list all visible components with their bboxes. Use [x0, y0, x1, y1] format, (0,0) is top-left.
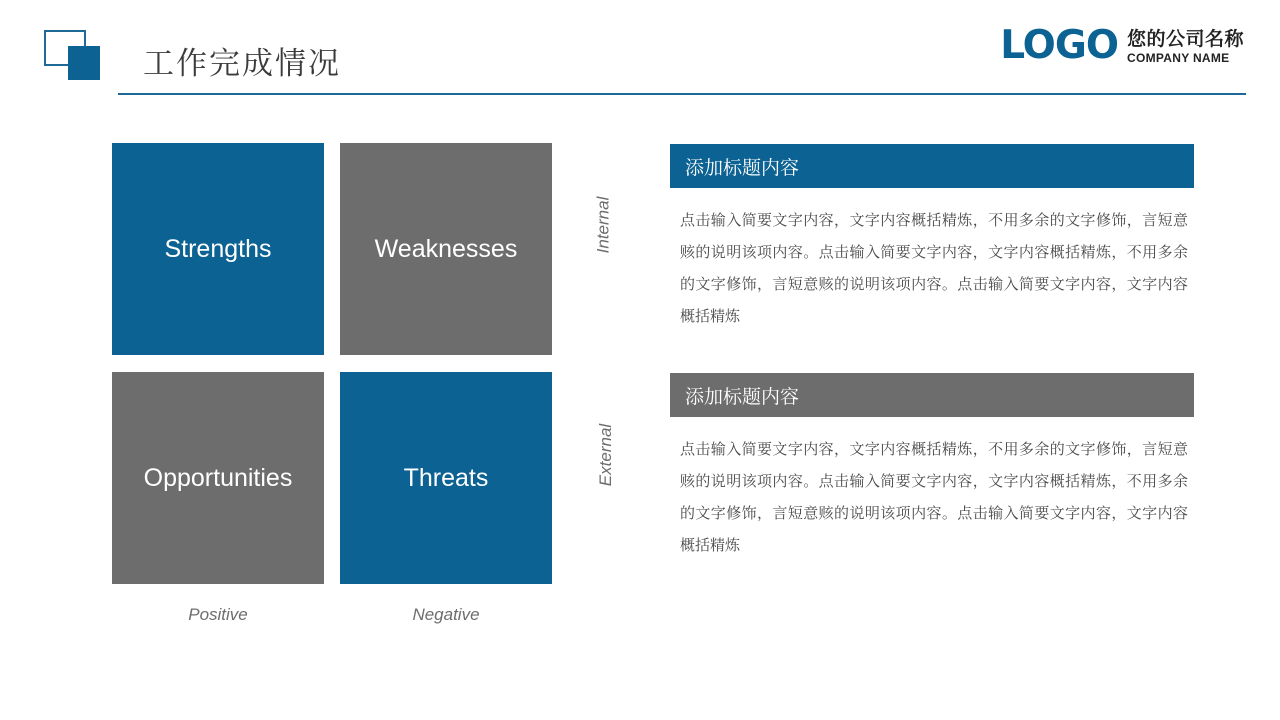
axis-label-negative: Negative [412, 605, 480, 624]
panel-2-body: 点击输入简要文字内容，文字内容概括精炼，不用多余的文字修饰，言短意赅的说明该项内容。点击输入简要文字内容，文字内容概括精炼，不用多余的文字修饰，言短意赅的说明该项内容。点击输入简要文字内容，文字内容概括精炼 [680, 440, 1188, 554]
company-name-block [1127, 26, 1244, 66]
swot-cell-label: Weaknesses [374, 234, 518, 263]
content-panel-2 [670, 373, 1194, 561]
axis-label-positive: Positive [188, 605, 248, 624]
swot-cell-weaknesses[interactable] [340, 143, 552, 355]
swot-matrix [112, 143, 552, 584]
panel-1-body: 点击输入简要文字内容，文字内容概括精炼，不用多余的文字修饰，言短意赅的说明该项内容。点击输入简要文字内容，文字内容概括精炼，不用多余的文字修饰，言短意赅的说明该项内容。点击输入简要文字内容，文字内容概括精炼 [680, 211, 1188, 325]
swot-cell-opportunities[interactable] [112, 372, 324, 584]
panel-1-title[interactable]: 添加标题内容 [670, 144, 1194, 188]
swot-cell-threats[interactable] [340, 372, 552, 584]
axis-label-internal-text: Internal [593, 196, 613, 254]
page-title: 工作完成情况 [143, 46, 341, 82]
swot-cell-label: Threats [403, 463, 489, 492]
swot-cell-strengths[interactable] [112, 143, 324, 355]
swot-cell-label: Opportunities [143, 463, 293, 492]
content-panel-1 [670, 144, 1194, 332]
logo-text: LOGO [1000, 23, 1118, 68]
header-divider [118, 93, 1246, 95]
company-name-cn: 您的公司名称 [1126, 28, 1244, 50]
axis-label-external-text: External [596, 423, 616, 487]
company-name-en: COMPANY NAME [1126, 51, 1230, 65]
company-branding [1000, 23, 1244, 68]
slide-header [0, 0, 1280, 100]
swot-cell-label: Strengths [164, 234, 272, 263]
square-overlap-icon [44, 30, 100, 80]
panel-2-title[interactable]: 添加标题内容 [670, 373, 1194, 417]
logo-solid-square [68, 46, 100, 80]
axis-label-external [575, 423, 616, 487]
axis-label-internal [575, 196, 615, 254]
